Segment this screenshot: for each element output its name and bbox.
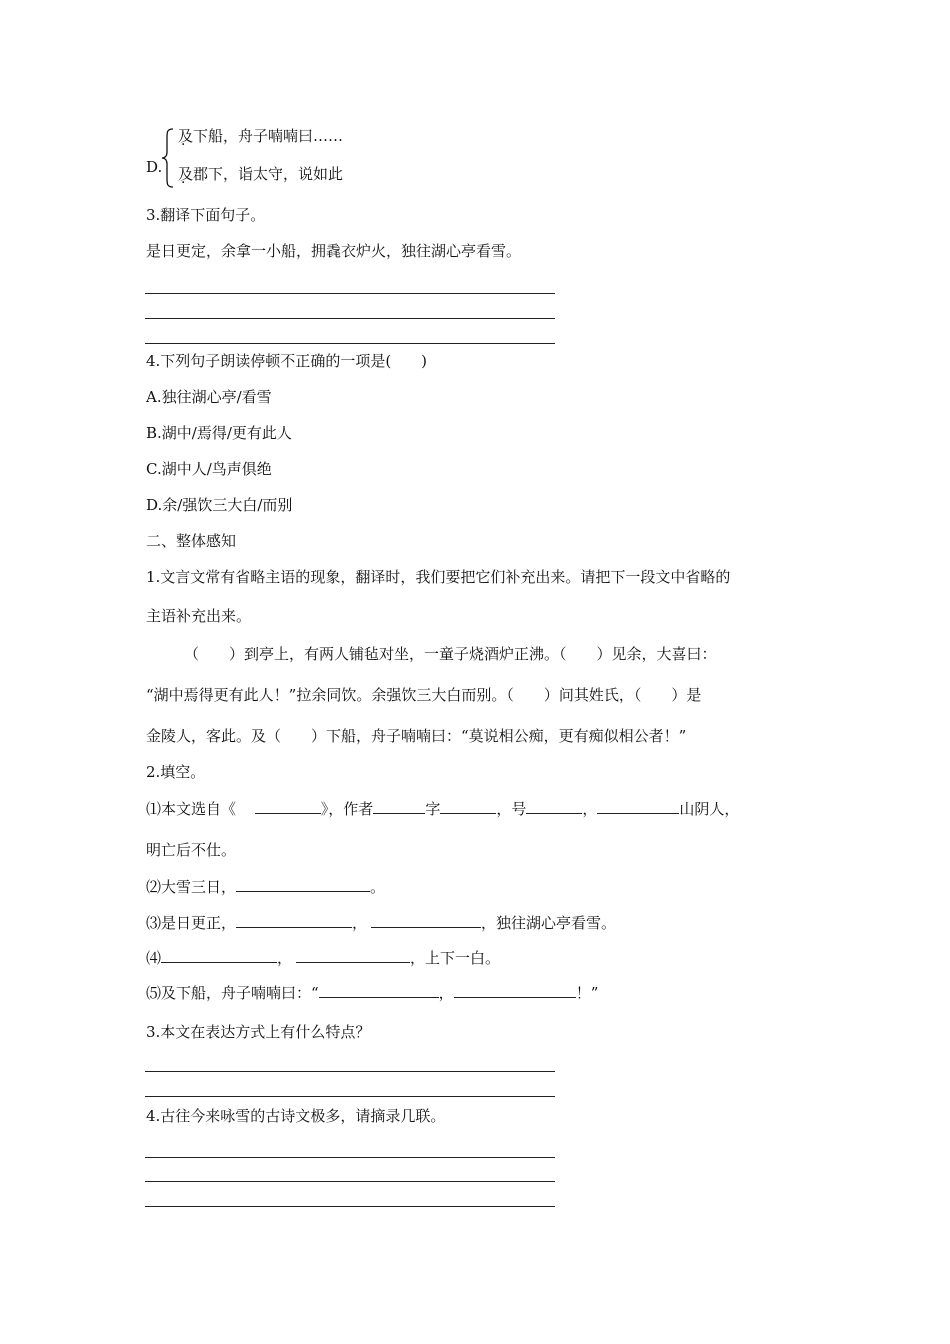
q3-title: 3.翻译下面句子。 [146, 206, 266, 224]
q3-sentence: 是日更定，余拿一小船，拥毳衣炉火，独往湖心亭看雪。 [146, 242, 522, 260]
option-d-line1-text: 下船，舟子喃喃曰…… [193, 127, 344, 145]
fill-1-line2: 明亡后不仕。 [146, 841, 237, 859]
answer-line[interactable] [145, 1071, 555, 1072]
fill-text: ⑸及下船，舟子喃喃曰：“ [146, 984, 319, 1002]
q4-option-b: B.湖中/焉得/更有此人 [146, 424, 292, 442]
fill-text: ， [352, 914, 368, 932]
q3b-title: 3.本文在表达方式上有什么特点？ [146, 1023, 371, 1041]
fill-text: ， [438, 984, 454, 1002]
q4-option-d: D.余/强饮三大白/而别 [146, 496, 293, 514]
fill-blank[interactable] [371, 912, 481, 928]
fill-text: ⑴本文选自《 [146, 800, 237, 818]
fill-blank[interactable] [526, 798, 582, 814]
fill-1 [146, 798, 739, 819]
passage-line2: “湖中焉得更有此人！”拉余同饮。余强饮三大白而别。（ ）问其姓氏，（ ）是 [146, 686, 702, 704]
fill-text: 山阴人， [679, 800, 740, 818]
fill-4 [146, 947, 500, 968]
q4-option-a: A.独往湖心亭/看雪 [146, 388, 272, 406]
fill-blank[interactable] [236, 876, 370, 892]
fill-text: ，独往湖心亭看雪。 [481, 914, 617, 932]
option-d-line2-text: 郡下，诣太守，说如此 [193, 165, 344, 183]
q4b-title: 4.古往今来咏雪的古诗文极多，请摘录几联。 [146, 1107, 446, 1125]
fill-text: ，号 [496, 800, 527, 818]
fill-blank[interactable] [319, 982, 439, 998]
fill-blank[interactable] [454, 982, 576, 998]
fill-text: ，上下一白。 [410, 949, 501, 967]
answer-line[interactable] [145, 1157, 555, 1158]
emphasized-char: 及 [178, 127, 194, 145]
answer-line[interactable] [145, 343, 555, 344]
option-d-line2 [178, 164, 343, 184]
fill-text: ⑷ [146, 949, 162, 967]
section-heading: 二、整体感知 [146, 532, 237, 550]
fill-blank[interactable] [440, 798, 496, 814]
fill-text: ⑶是日更正， [146, 914, 237, 932]
fill-text: ⑵大雪三日， [146, 878, 237, 896]
s2-q1-line1: 1.文言文常有省略主语的现象，翻译时，我们要把它们补充出来。请把下一段文中省略的 [146, 568, 731, 586]
fill-3 [146, 912, 616, 933]
fill-text: ， [582, 800, 598, 818]
fill-text: 》，作者 [320, 800, 374, 818]
passage-line1: （ ）到亭上，有两人铺毡对坐，一童子烧酒炉正沸。（ ）见余，大喜曰： [184, 645, 717, 663]
passage-line3: 金陵人，客此。及（ ）下船，舟子喃喃曰：“莫说相公痴，更有痴似相公者！” [146, 727, 687, 745]
fill-text: ， [277, 949, 293, 967]
q4-option-c: C.湖中人/鸟声俱绝 [146, 460, 272, 478]
answer-line[interactable] [145, 1206, 555, 1207]
fill-5 [146, 982, 598, 1003]
s2-q1-line2: 主语补充出来。 [146, 607, 252, 625]
fill-text: ！” [575, 984, 599, 1002]
fill-blank[interactable] [597, 798, 679, 814]
fill-blank[interactable] [373, 798, 425, 814]
answer-line[interactable] [145, 1181, 555, 1182]
fill-blank[interactable] [161, 947, 277, 963]
option-d-line1 [178, 126, 343, 146]
answer-line[interactable] [145, 1096, 555, 1097]
fill-text: 字 [425, 800, 441, 818]
option-d-label: D. [146, 158, 163, 176]
emphasized-char: 及 [178, 165, 194, 183]
fill-blank[interactable] [296, 947, 410, 963]
answer-line[interactable] [145, 318, 555, 319]
answer-line[interactable] [145, 293, 555, 294]
fill-2 [146, 876, 385, 897]
q2-title: 2.填空。 [146, 763, 206, 781]
fill-text: 。 [370, 878, 386, 896]
curly-brace [161, 128, 175, 188]
q4-title: 4.下列句子朗读停顿不正确的一项是( ) [146, 352, 428, 370]
fill-blank[interactable] [236, 912, 352, 928]
fill-blank[interactable] [255, 798, 321, 814]
